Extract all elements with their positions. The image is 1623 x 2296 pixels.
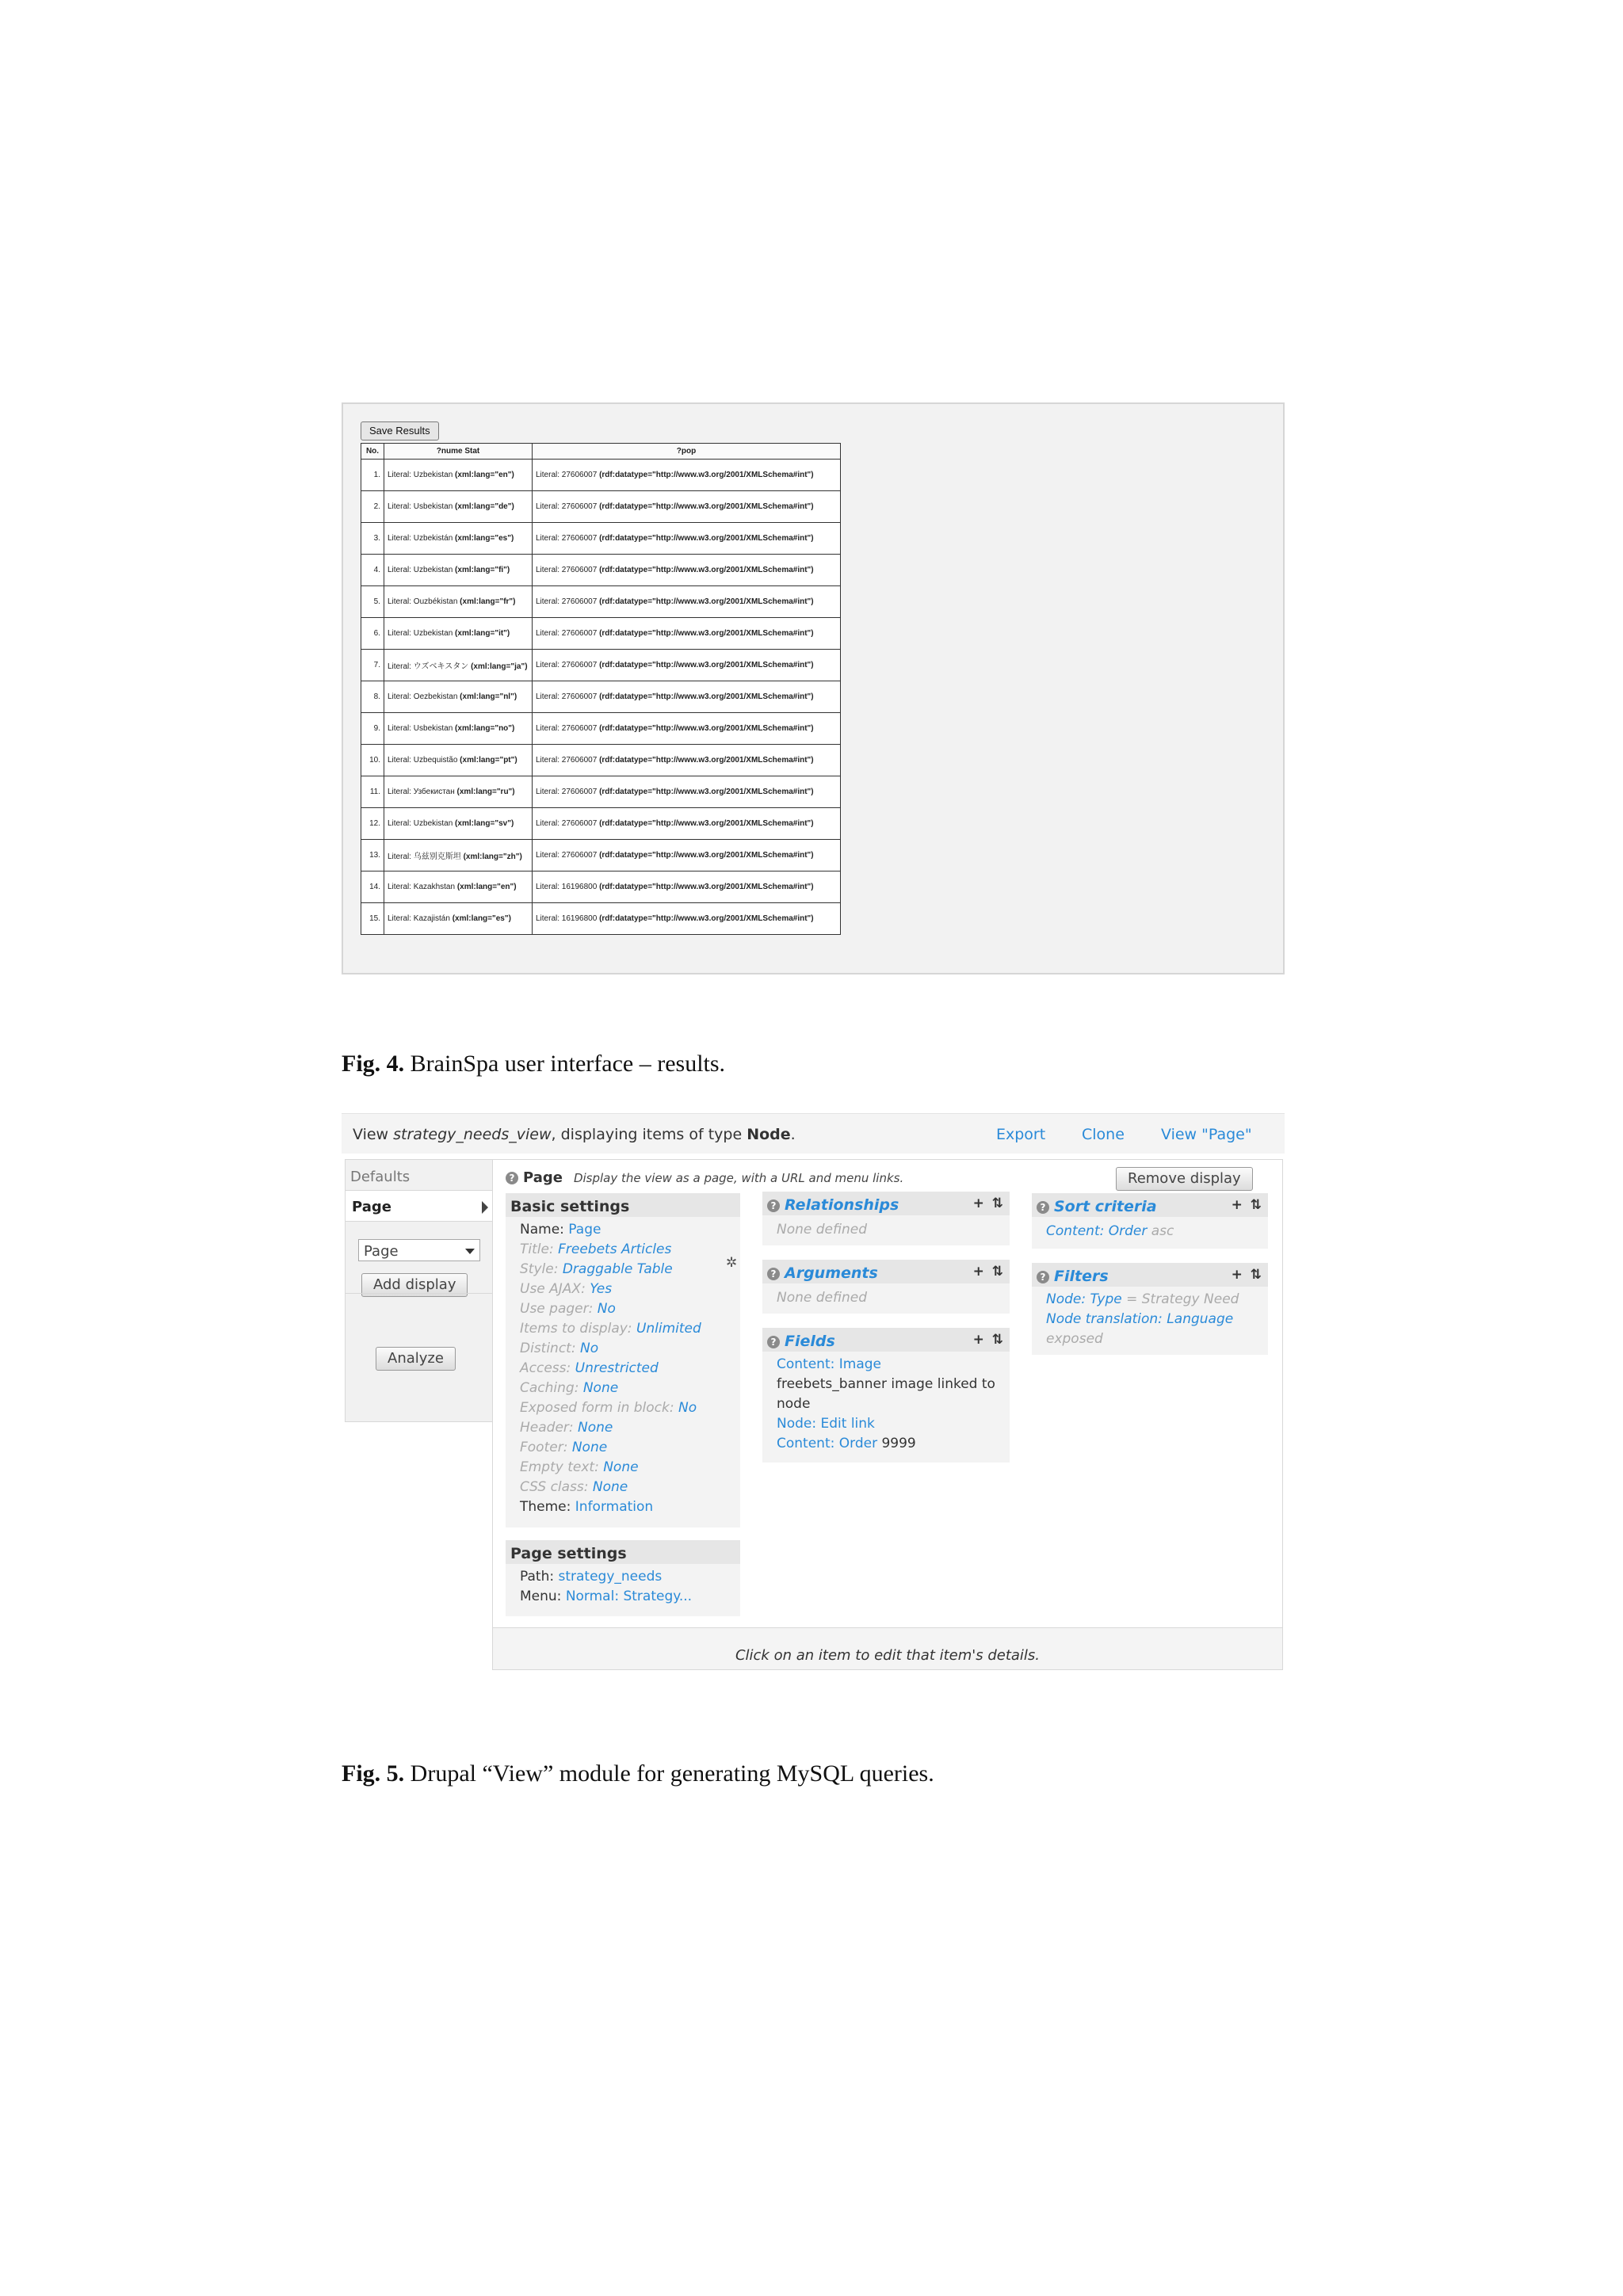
setting-row[interactable] xyxy=(520,1380,618,1396)
literal-value: Literal: 27606007 xyxy=(536,597,600,606)
row-number: 12. xyxy=(361,808,384,840)
setting-value-link[interactable]: None xyxy=(592,1479,628,1495)
caption-label: Fig. 4. xyxy=(342,1051,405,1077)
add-rearrange-icon[interactable]: + ⇅ xyxy=(972,1264,1005,1280)
literal-value: Literal: 27606007 xyxy=(536,692,600,701)
literal-value: Literal: ウズベキスタン xyxy=(388,662,472,671)
field-text: freebets_banner image linked to xyxy=(777,1376,995,1392)
language-tag: (xml:lang="pt") xyxy=(460,756,517,765)
setting-value-link[interactable]: Page xyxy=(568,1222,601,1238)
caption-text: Drupal “View” module for generating MySQL queries. xyxy=(404,1760,934,1787)
column-header-no: No. xyxy=(361,444,384,460)
sort-criteria-title: Sort criteria xyxy=(1054,1198,1157,1215)
figure-4-caption xyxy=(342,1051,725,1077)
help-icon[interactable]: ? xyxy=(1037,1271,1049,1283)
relationships-header[interactable] xyxy=(762,1192,1010,1215)
literal-value: Literal: 27606007 xyxy=(536,788,600,796)
setting-label: Exposed form in block: xyxy=(520,1400,678,1416)
language-tag: (xml:lang="en") xyxy=(456,883,517,891)
datatype-tag: (rdf:datatype="http://www.w3.org/2001/XMLSchema#int") xyxy=(599,661,814,669)
tab-page-label: Page xyxy=(352,1199,391,1215)
pop-cell xyxy=(533,903,841,935)
datatype-tag: (rdf:datatype="http://www.w3.org/2001/XMLSchema#int") xyxy=(599,534,814,543)
datatype-tag: (rdf:datatype="http://www.w3.org/2001/XMLSchema#int") xyxy=(599,597,814,606)
language-tag: (xml:lang="fr") xyxy=(460,597,516,606)
language-tag: (xml:lang="fi") xyxy=(455,566,510,574)
page-settings-title: Page settings xyxy=(510,1545,627,1562)
literal-value: Literal: 27606007 xyxy=(536,724,600,733)
sort-criteria-header[interactable] xyxy=(1032,1193,1268,1217)
setting-value-link[interactable]: No xyxy=(597,1301,616,1317)
row-number: 5. xyxy=(361,586,384,618)
add-rearrange-icon[interactable]: + ⇅ xyxy=(972,1332,1005,1348)
add-rearrange-icon[interactable]: + ⇅ xyxy=(972,1196,1005,1211)
relationships-empty: None defined xyxy=(777,1222,868,1238)
view-desc-end: . xyxy=(790,1126,796,1143)
literal-value: Literal: 16196800 xyxy=(536,914,600,923)
row-number: 2. xyxy=(361,491,384,523)
pop-cell xyxy=(533,491,841,523)
list-item[interactable] xyxy=(777,1416,875,1432)
view-header xyxy=(342,1113,1285,1154)
nume-stat-cell xyxy=(384,555,533,586)
setting-label: Footer: xyxy=(520,1440,572,1455)
add-rearrange-icon[interactable]: + ⇅ xyxy=(1231,1197,1263,1213)
literal-value: Literal: 27606007 xyxy=(536,629,600,638)
literal-value: Literal: Usbekistan xyxy=(388,724,456,733)
nume-stat-cell xyxy=(384,618,533,650)
view-page-link[interactable]: View "Page" xyxy=(1161,1126,1252,1143)
datatype-tag: (rdf:datatype="http://www.w3.org/2001/XMLSchema#int") xyxy=(599,914,814,923)
literal-value: Literal: 27606007 xyxy=(536,534,600,543)
setting-label: Name: xyxy=(520,1222,569,1238)
add-display-button[interactable]: Add display xyxy=(361,1273,468,1297)
filter-link[interactable]: Node: Type xyxy=(1046,1291,1122,1307)
setting-value-link[interactable]: Freebets Articles xyxy=(558,1241,672,1257)
setting-label: CSS class: xyxy=(520,1479,593,1495)
display-settings xyxy=(492,1159,1283,1670)
pop-cell xyxy=(533,523,841,555)
nume-stat-cell xyxy=(384,745,533,776)
language-tag: (xml:lang="it") xyxy=(455,629,510,638)
column-header-pop: ?pop xyxy=(533,444,841,460)
row-number: 7. xyxy=(361,650,384,681)
nume-stat-cell xyxy=(384,650,533,681)
setting-row[interactable] xyxy=(520,1420,613,1436)
nume-stat-cell xyxy=(384,460,533,491)
filters-header[interactable] xyxy=(1032,1263,1268,1287)
literal-value: Literal: 27606007 xyxy=(536,471,600,479)
pop-cell xyxy=(533,618,841,650)
setting-label: Style: xyxy=(520,1261,563,1277)
datatype-tag: (rdf:datatype="http://www.w3.org/2001/XMLSchema#int") xyxy=(599,851,814,860)
display-title: Page xyxy=(523,1169,563,1186)
view-desc-prefix: View xyxy=(353,1126,394,1143)
save-results-button[interactable]: Save Results xyxy=(361,421,439,441)
setting-value-link[interactable]: Unrestricted xyxy=(575,1360,659,1376)
display-type-select[interactable] xyxy=(358,1239,480,1261)
literal-value: Literal: Usbekistan xyxy=(388,502,456,511)
literal-value: Literal: Узбекистан xyxy=(388,788,457,796)
help-icon[interactable]: ? xyxy=(506,1172,518,1184)
drupal-views-ui xyxy=(342,1113,1285,1672)
setting-label: Items to display: xyxy=(520,1321,636,1337)
table-row xyxy=(361,491,841,523)
literal-value: Literal: Uzbekistan xyxy=(388,629,456,638)
fields-header[interactable] xyxy=(762,1328,1010,1352)
display-heading xyxy=(506,1169,903,1186)
setting-label: Title: xyxy=(520,1241,559,1257)
display-description: Display the view as a page, with a URL and menu links. xyxy=(573,1171,904,1185)
help-icon[interactable]: ? xyxy=(1037,1201,1049,1214)
setting-value-link[interactable]: strategy_needs xyxy=(558,1569,663,1585)
language-tag: (xml:lang="no") xyxy=(455,724,515,733)
literal-value: Literal: 16196800 xyxy=(536,883,600,891)
table-row xyxy=(361,460,841,491)
setting-label: Theme: xyxy=(520,1499,575,1515)
nume-stat-cell xyxy=(384,871,533,903)
setting-row[interactable] xyxy=(520,1589,692,1604)
tab-page[interactable] xyxy=(346,1190,493,1222)
arguments-header[interactable] xyxy=(762,1260,1010,1283)
setting-row[interactable] xyxy=(520,1569,662,1585)
list-item xyxy=(777,1222,867,1238)
setting-value-link[interactable]: Yes xyxy=(590,1281,613,1297)
basic-settings-title: Basic settings xyxy=(510,1198,630,1215)
language-tag: (xml:lang="zh") xyxy=(463,852,522,861)
list-item xyxy=(777,1290,867,1306)
setting-row[interactable] xyxy=(520,1222,601,1238)
row-number: 3. xyxy=(361,523,384,555)
nume-stat-cell xyxy=(384,681,533,713)
row-number: 10. xyxy=(361,745,384,776)
clone-link[interactable]: Clone xyxy=(1082,1126,1125,1143)
literal-value: Literal: Uzbekistan xyxy=(388,819,456,828)
filter-text: = Strategy Need xyxy=(1121,1291,1239,1307)
table-row xyxy=(361,555,841,586)
results-panel xyxy=(342,402,1285,974)
table-row xyxy=(361,586,841,618)
basic-settings-header xyxy=(506,1193,740,1217)
datatype-tag: (rdf:datatype="http://www.w3.org/2001/XMLSchema#int") xyxy=(599,502,814,511)
setting-value-link[interactable]: Normal: Strategy... xyxy=(565,1589,693,1604)
datatype-tag: (rdf:datatype="http://www.w3.org/2001/XMLSchema#int") xyxy=(599,692,814,701)
literal-value: Literal: Uzbekistan xyxy=(388,471,456,479)
setting-row[interactable] xyxy=(520,1360,659,1376)
table-row xyxy=(361,618,841,650)
table-row xyxy=(361,523,841,555)
list-item[interactable] xyxy=(1046,1223,1174,1239)
nume-stat-cell xyxy=(384,586,533,618)
row-number: 14. xyxy=(361,871,384,903)
literal-value: Literal: 27606007 xyxy=(536,566,600,574)
figure-5-caption xyxy=(342,1760,934,1787)
caption-text: BrainSpa user interface – results. xyxy=(404,1051,726,1077)
literal-value: Literal: Uzbequistão xyxy=(388,756,460,765)
language-tag: (xml:lang="es") xyxy=(452,914,511,923)
table-row xyxy=(361,681,841,713)
setting-value-link[interactable]: None xyxy=(578,1420,613,1436)
help-icon[interactable]: ? xyxy=(767,1268,780,1280)
setting-label: Header: xyxy=(520,1420,579,1436)
field-link[interactable]: Content: Order xyxy=(777,1436,878,1451)
chevron-down-icon xyxy=(465,1249,475,1254)
view-item-type: Node xyxy=(747,1126,791,1143)
view-desc-mid: , displaying items of type xyxy=(551,1126,747,1143)
nume-stat-cell xyxy=(384,491,533,523)
literal-value: Literal: 27606007 xyxy=(536,819,600,828)
fields-title: Fields xyxy=(785,1333,835,1350)
datatype-tag: (rdf:datatype="http://www.w3.org/2001/XMLSchema#int") xyxy=(599,883,814,891)
help-icon[interactable]: ? xyxy=(767,1336,780,1348)
list-item[interactable] xyxy=(1046,1311,1233,1327)
arguments-empty: None defined xyxy=(777,1290,868,1306)
display-tabs xyxy=(345,1159,494,1422)
pop-cell xyxy=(533,745,841,776)
help-icon[interactable]: ? xyxy=(767,1199,780,1212)
language-tag: (xml:lang="es") xyxy=(455,534,514,543)
datatype-tag: (rdf:datatype="http://www.w3.org/2001/XMLSchema#int") xyxy=(599,471,814,479)
setting-row[interactable] xyxy=(520,1301,616,1317)
setting-row[interactable] xyxy=(520,1400,697,1416)
datatype-tag: (rdf:datatype="http://www.w3.org/2001/XMLSchema#int") xyxy=(599,788,814,796)
list-item[interactable] xyxy=(777,1356,881,1372)
sort-criteria-panel xyxy=(1032,1193,1268,1249)
setting-value-link[interactable]: None xyxy=(582,1380,619,1396)
language-tag: (xml:lang="en") xyxy=(455,471,514,479)
datatype-tag: (rdf:datatype="http://www.w3.org/2001/XMLSchema#int") xyxy=(599,724,814,733)
datatype-tag: (rdf:datatype="http://www.w3.org/2001/XMLSchema#int") xyxy=(599,756,814,765)
literal-value: Literal: Kazakhstan xyxy=(388,883,457,891)
setting-label: Use pager: xyxy=(520,1301,598,1317)
table-row xyxy=(361,840,841,871)
setting-value-link[interactable]: Unlimited xyxy=(636,1321,701,1337)
caption-label: Fig. 5. xyxy=(342,1760,405,1787)
setting-value-link[interactable]: No xyxy=(579,1341,599,1356)
table-row xyxy=(361,713,841,745)
table-row xyxy=(361,808,841,840)
table-row xyxy=(361,776,841,808)
relationships-panel xyxy=(762,1192,1010,1245)
filter-text: exposed xyxy=(1046,1331,1103,1347)
setting-label: Access: xyxy=(520,1360,575,1376)
list-item xyxy=(1046,1331,1103,1347)
row-number: 15. xyxy=(361,903,384,935)
setting-value-link[interactable]: No xyxy=(678,1400,697,1416)
table-row xyxy=(361,650,841,681)
filter-link[interactable]: Node translation: Language xyxy=(1046,1311,1234,1327)
sort-text: asc xyxy=(1147,1223,1174,1239)
setting-row[interactable] xyxy=(520,1281,612,1297)
setting-value-link[interactable]: None xyxy=(603,1459,639,1475)
datatype-tag: (rdf:datatype="http://www.w3.org/2001/XMLSchema#int") xyxy=(599,566,814,574)
datatype-tag: (rdf:datatype="http://www.w3.org/2001/XMLSchema#int") xyxy=(599,629,814,638)
list-item[interactable] xyxy=(1046,1291,1239,1307)
literal-value: Literal: Uzbekistan xyxy=(388,566,456,574)
table-row xyxy=(361,745,841,776)
arguments-panel xyxy=(762,1260,1010,1314)
setting-row[interactable] xyxy=(520,1241,671,1257)
results-table-body xyxy=(361,460,841,935)
remove-display-button[interactable]: Remove display xyxy=(1116,1167,1253,1191)
literal-value: Literal: 27606007 xyxy=(536,756,600,765)
list-item xyxy=(777,1396,810,1412)
chevron-right-icon xyxy=(482,1201,488,1214)
analyze-button[interactable]: Analyze xyxy=(376,1347,456,1371)
pop-cell xyxy=(533,713,841,745)
add-rearrange-icon[interactable]: + ⇅ xyxy=(1231,1267,1263,1283)
filters-title: Filters xyxy=(1054,1268,1109,1285)
language-tag: (xml:lang="ja") xyxy=(471,662,528,671)
sort-link[interactable]: Content: Order xyxy=(1046,1223,1148,1239)
setting-row[interactable] xyxy=(520,1341,598,1356)
field-link[interactable]: Content: Image xyxy=(777,1356,881,1372)
arguments-title: Arguments xyxy=(785,1264,878,1282)
page-settings-panel xyxy=(506,1540,740,1616)
field-text: 9999 xyxy=(877,1436,916,1451)
nume-stat-cell xyxy=(384,713,533,745)
row-number: 11. xyxy=(361,776,384,808)
divider xyxy=(346,1293,493,1294)
literal-value: Literal: Oezbekistan xyxy=(388,692,460,701)
row-number: 8. xyxy=(361,681,384,713)
literal-value: Literal: 27606007 xyxy=(536,851,600,860)
footer-hint: Click on an item to edit that item's details. xyxy=(735,1647,1041,1664)
table-header-row xyxy=(361,444,841,460)
pop-cell xyxy=(533,808,841,840)
setting-label: Caching: xyxy=(520,1380,583,1396)
pop-cell xyxy=(533,871,841,903)
row-number: 13. xyxy=(361,840,384,871)
setting-row[interactable] xyxy=(520,1479,628,1495)
setting-label: Path: xyxy=(520,1569,559,1585)
pop-cell xyxy=(533,776,841,808)
export-link[interactable]: Export xyxy=(996,1126,1046,1143)
list-item xyxy=(777,1376,995,1392)
nume-stat-cell xyxy=(384,808,533,840)
setting-row[interactable] xyxy=(520,1440,607,1455)
setting-row[interactable] xyxy=(520,1499,653,1515)
setting-label: Use AJAX: xyxy=(520,1281,590,1297)
literal-value: Literal: Uzbekistán xyxy=(388,534,456,543)
column-header-nume-stat: ?nume Stat xyxy=(384,444,533,460)
row-number: 1. xyxy=(361,460,384,491)
field-link[interactable]: Node: Edit link xyxy=(777,1416,875,1432)
pop-cell xyxy=(533,650,841,681)
literal-value: Literal: 27606007 xyxy=(536,502,600,511)
nume-stat-cell xyxy=(384,840,533,871)
setting-label: Distinct: xyxy=(520,1341,580,1356)
row-number: 4. xyxy=(361,555,384,586)
literal-value: Literal: Kazajistán xyxy=(388,914,453,923)
fields-panel xyxy=(762,1328,1010,1463)
setting-row[interactable] xyxy=(520,1261,673,1277)
nume-stat-cell xyxy=(384,776,533,808)
language-tag: (xml:lang="ru") xyxy=(456,788,515,796)
results-table xyxy=(361,443,841,935)
page-settings-header xyxy=(506,1540,740,1564)
nume-stat-cell xyxy=(384,523,533,555)
filters-panel xyxy=(1032,1263,1268,1355)
view-machine-name: strategy_needs_view xyxy=(393,1126,552,1143)
literal-value: Literal: 乌兹别克斯坦 xyxy=(388,852,464,861)
setting-row[interactable] xyxy=(520,1459,639,1475)
language-tag: (xml:lang="sv") xyxy=(455,819,514,828)
pop-cell xyxy=(533,460,841,491)
row-number: 6. xyxy=(361,618,384,650)
setting-label: Menu: xyxy=(520,1589,566,1604)
pop-cell xyxy=(533,840,841,871)
table-row xyxy=(361,871,841,903)
pop-cell xyxy=(533,681,841,713)
language-tag: (xml:lang="nl") xyxy=(460,692,517,701)
status-footer xyxy=(493,1627,1282,1669)
display-type-value: Page xyxy=(364,1243,399,1260)
pop-cell xyxy=(533,555,841,586)
basic-settings-panel xyxy=(506,1193,740,1527)
relationships-title: Relationships xyxy=(785,1196,899,1214)
setting-label: Empty text: xyxy=(520,1459,604,1475)
list-item[interactable] xyxy=(777,1436,916,1451)
table-row xyxy=(361,903,841,935)
literal-value: Literal: Ouzbékistan xyxy=(388,597,460,606)
field-text: node xyxy=(777,1396,811,1412)
language-tag: (xml:lang="de") xyxy=(455,502,514,511)
view-description xyxy=(353,1126,796,1143)
setting-row[interactable] xyxy=(520,1321,701,1337)
row-number: 9. xyxy=(361,713,384,745)
setting-value-link[interactable]: Draggable Table xyxy=(562,1261,673,1277)
datatype-tag: (rdf:datatype="http://www.w3.org/2001/XMLSchema#int") xyxy=(599,819,814,828)
setting-value-link[interactable]: None xyxy=(571,1440,608,1455)
gear-icon[interactable]: ✲ xyxy=(726,1255,738,1271)
literal-value: Literal: 27606007 xyxy=(536,661,600,669)
setting-value-link[interactable]: Information xyxy=(575,1499,654,1515)
nume-stat-cell xyxy=(384,903,533,935)
tab-defaults[interactable]: Defaults xyxy=(350,1169,411,1185)
pop-cell xyxy=(533,586,841,618)
